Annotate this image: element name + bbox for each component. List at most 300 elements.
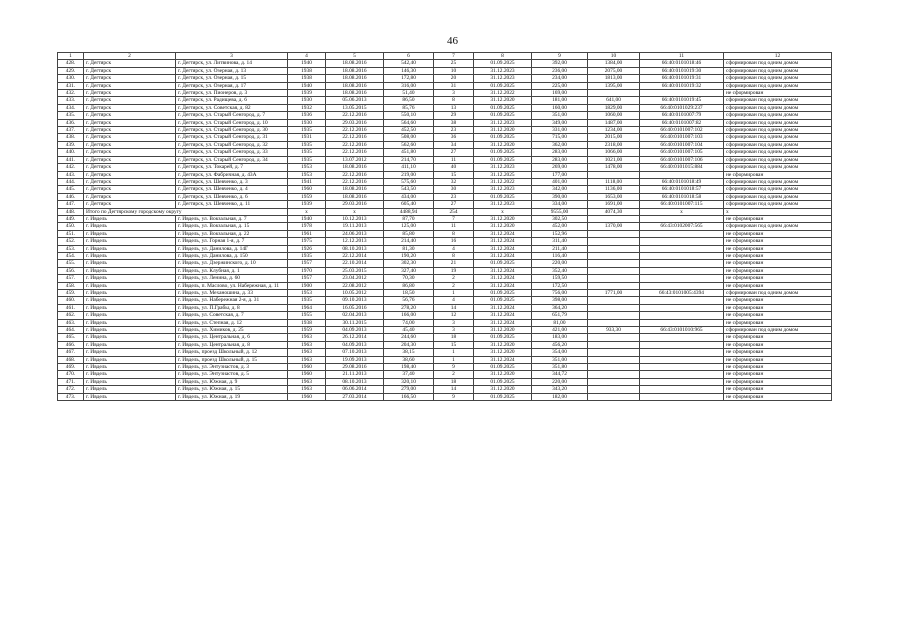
table-cell: 456,20 [532,341,588,348]
table-cell: г. Ивдель, ул. Данилова, д. 14Г [176,245,288,252]
table-cell: 56,76 [384,297,434,304]
table-cell [588,393,640,400]
table-cell: 18.08.2016 [326,164,384,171]
table-cell: 431. [58,82,84,89]
table-cell: г. Дегтярск [84,75,176,82]
table-cell: 441. [58,156,84,163]
table-cell: 451,80 [384,149,434,156]
table-cell: 04.09.2013 [326,327,384,334]
table-cell: 66:40:0101018:57 [640,186,724,193]
table-cell: 66:40:0101007:115 [640,201,724,208]
table-cell: 463. [58,319,84,326]
table-cell: 278,20 [384,304,434,311]
table-cell: 1960 [288,364,326,371]
table-cell [588,312,640,319]
table-cell: 87,70 [384,215,434,222]
table-cell: 66:40:0101019:45 [640,97,724,104]
table-cell: 22.10.2014 [326,260,384,267]
table-cell [640,252,724,259]
table-cell: 146,30 [384,67,434,74]
table-cell: г. Дегтярск, ул. Старый Сенгород, д. 10 [176,119,288,126]
table-cell: сформирован под одним домом [724,119,832,126]
table-cell: 362,00 [532,141,588,148]
table-cell [640,364,724,371]
table-cell: 443. [58,171,84,178]
table-cell: 01.09.2025 [474,149,532,156]
table-cell: 31.12.2020 [474,127,532,134]
table-cell: сформирован под одним домом [724,134,832,141]
table-cell: г. Ивдель, ул. Энтузиастов, д. 5 [176,371,288,378]
table-cell [588,349,640,356]
table-cell [588,230,640,237]
table-cell: сформирован под одним домом [724,104,832,111]
table-cell: не сформирован [724,378,832,385]
table-cell: 211,40 [532,245,588,252]
table-cell: 444. [58,178,84,185]
table-cell: г. Ивдель [84,304,176,311]
table-cell [640,297,724,304]
table-cell: 466. [58,341,84,348]
table-cell: 456. [58,267,84,274]
table-cell: г. Дегтярск, ул. Шевченко, д. 11 [176,201,288,208]
table-cell: г. Дегтярск, ул. Озерная, д. 17 [176,82,288,89]
table-cell [588,238,640,245]
table-cell: 4074,30 [588,208,640,215]
table-cell: 327,40 [384,267,434,274]
table-cell: 1691,00 [588,201,640,208]
table-cell: 13.05.2015 [326,104,384,111]
table-cell: 1940 [288,82,326,89]
table-cell: 66:40:0101018:46 [640,60,724,67]
table-cell: 31.12.2020 [474,349,532,356]
table-cell: х [724,208,832,215]
table-row [58,104,832,111]
table-cell: 01.09.2025 [474,290,532,297]
table-cell: г. Ивдель [84,215,176,222]
table-cell: 1771,00 [588,290,640,297]
table-cell: г. Дегтярск, ул. Литвинова, д. 14 [176,60,288,67]
table-cell: сформирован под одним домом [724,75,832,82]
table-cell: 364,20 [532,304,588,311]
table-cell: 1487,00 [588,119,640,126]
column-number-row [58,53,832,60]
table-cell: 01.09.2025 [474,82,532,89]
table-cell: 1136,00 [588,186,640,193]
table-cell: сформирован под одним домом [724,164,832,171]
table-cell: не сформирован [724,260,832,267]
table-cell [588,171,640,178]
table-cell: г. Ивдель [84,267,176,274]
table-row [58,82,832,89]
table-cell: 06.06.2014 [326,386,384,393]
table-cell: г. Дегтярск, ул. Озерная, д. 15 [176,75,288,82]
table-cell: 12 [434,312,474,319]
table-cell: 2318,00 [588,141,640,148]
table-cell: 172,80 [384,75,434,82]
table-cell: г. Ивдель, ул. Данилова, д. 150 [176,252,288,259]
table-cell: 29.08.2016 [326,364,384,371]
table-cell: 08.10.2013 [326,378,384,385]
table-cell: 86,50 [384,97,434,104]
table-cell: 434. [58,104,84,111]
table-cell: не сформирован [724,364,832,371]
table-row [58,245,832,252]
table-cell: х [326,208,384,215]
table-cell: г. Ивдель [84,341,176,348]
table-cell: сформирован под одним домом [724,82,832,89]
table-cell: г. Ивдель [84,297,176,304]
table-row [58,260,832,267]
table-cell: 19.09.2013 [326,356,384,363]
table-cell: 455. [58,260,84,267]
table-cell: 1941 [288,178,326,185]
table-row [58,297,832,304]
table-cell: 66:40:0101007:104 [640,141,724,148]
table-cell: 392,00 [532,60,588,67]
table-cell: 22.12.2016 [326,171,384,178]
table-cell: 9555,00 [532,208,588,215]
table-cell: 398,00 [532,297,588,304]
table-cell: не сформирован [724,267,832,274]
column-number-cell: 1 [58,53,84,60]
table-cell: 204,30 [384,341,434,348]
table-cell: 01.09.2025 [474,60,532,67]
table-cell: не сформирован [724,282,832,289]
table-cell: 32 [434,178,474,185]
table-cell: 542,40 [384,60,434,67]
table-cell: г. Дегтярск, ул. Радищева, д. 6 [176,97,288,104]
table-cell [640,378,724,385]
table-cell: 10 [434,67,474,74]
table-cell: 311,40 [532,238,588,245]
table-cell [588,386,640,393]
table-cell: г. Ивдель, п. Маслово, ул. Набережная, д. 11 [176,282,288,289]
table-cell: 13.07.2012 [326,156,384,163]
table-cell: 464. [58,327,84,334]
table-cell: не сформирован [724,386,832,393]
table-row [58,312,832,319]
table-cell: 1 [434,349,474,356]
table-row [58,371,832,378]
table-cell: 1961 [288,230,326,237]
table-cell: 1939 [288,201,326,208]
table-cell: 471. [58,378,84,385]
table-row [58,267,832,274]
table-cell: 45,40 [384,327,434,334]
table-cell: 37,40 [384,371,434,378]
table-cell: 437. [58,127,84,134]
table-cell: 562,60 [384,141,434,148]
table-cell: г. Дегтярск, ул. Пионеров, д. 3 [176,90,288,97]
table-cell: 31.12.2023 [474,119,532,126]
table-cell: 27 [434,149,474,156]
table-cell: 166,00 [384,312,434,319]
table-row [58,341,832,348]
table-cell: г. Ивдель [84,378,176,385]
table-row [58,75,832,82]
table-cell: г. Дегтярск, ул. Старый Сенгород, д. 32 [176,141,288,148]
table-cell: 1829,00 [588,104,640,111]
table-cell: 1926 [288,245,326,252]
table-cell: 66:40:0101007:103 [640,134,724,141]
table-cell: 351,80 [532,364,588,371]
table-cell: 1957 [288,275,326,282]
table-cell [588,260,640,267]
table-cell: 343,20 [532,386,588,393]
table-cell: 467. [58,349,84,356]
table-cell: 27.03.2014 [326,393,384,400]
table-cell: не сформирован [724,297,832,304]
table-cell [588,304,640,311]
table-cell: 66:43:0102007:565 [640,223,724,230]
table-cell: сформирован под одним домом [724,201,832,208]
table-cell: 169,00 [532,90,588,97]
table-row [58,334,832,341]
table-cell: г. Дегтярск, ул. Фабричная, д. 43А [176,171,288,178]
table-cell: 435. [58,112,84,119]
table-cell: 81,30 [384,245,434,252]
table-cell: г. Дегтярск, ул. Шевченко, д. 3 [176,178,288,185]
table-row [58,282,832,289]
table-cell: 244,60 [384,334,434,341]
table-cell: 446. [58,193,84,200]
page-number: 46 [447,35,458,47]
table-cell: сформирован под одним домом [724,178,832,185]
table-cell: 11 [434,223,474,230]
table-cell: 26.12.2014 [326,334,384,341]
table-cell: 31.12.2024 [474,356,532,363]
table-cell: 641,00 [588,97,640,104]
table-cell: 1963 [288,356,326,363]
table-cell: 465. [58,334,84,341]
table-cell: сформирован под одним домом [724,186,832,193]
table-cell: 15 [434,341,474,348]
table-cell: 31.12.2024 [474,282,532,289]
table-cell: 08.10.2013 [326,245,384,252]
table-row [58,193,832,200]
table-cell: сформирован под одним домом [724,112,832,119]
table-cell: г. Дегтярск, ул. Старый Сенгород, д. 7 [176,112,288,119]
table-cell: 66:40:0101007:79 [640,112,724,119]
table-row [58,208,832,215]
table-cell: 1060,00 [588,112,640,119]
table-cell: 1935 [288,141,326,148]
table-cell: г. Дегтярск [84,201,176,208]
table-row [58,275,832,282]
table-cell: г. Ивдель, ул. Вокзальная, д. 15 [176,223,288,230]
table-cell: 430. [58,75,84,82]
table-cell: 1395,00 [588,82,640,89]
table-cell: 1953 [288,290,326,297]
table-cell: 31.12.2020 [474,386,532,393]
table-cell: 14 [434,304,474,311]
table-cell: 18.08.2016 [326,60,384,67]
table-cell: 31.12.2020 [474,215,532,222]
table-cell: 442. [58,164,84,171]
table-cell: 10.05.2012 [326,290,384,297]
table-cell: г. Ивдель, ул. Центральная, д. 8 [176,341,288,348]
table-cell: г. Дегтярск [84,186,176,193]
table-cell: 344,72 [532,371,588,378]
table-cell: сформирован под одним домом [724,67,832,74]
table-cell: г. Ивдель [84,290,176,297]
table-cell: 352,40 [532,267,588,274]
table-cell: г. Дегтярск, ул. Озерная, д. 13 [176,67,288,74]
table-cell: 1930 [288,97,326,104]
table-cell: 31.12.2023 [474,75,532,82]
table-cell: 20 [434,75,474,82]
table-cell: 1935 [288,252,326,259]
table-cell: 1384,00 [588,60,640,67]
table-cell: 351,00 [532,356,588,363]
table-row [58,186,832,193]
table-cell: 18.08.2016 [326,186,384,193]
table-cell: 1960 [288,186,326,193]
table-cell: 01.09.2025 [474,364,532,371]
table-cell: 85,76 [384,104,434,111]
table-cell: 40 [434,164,474,171]
table-cell: 1940 [288,60,326,67]
table-cell: 1939 [288,90,326,97]
table-cell: 1953 [288,171,326,178]
column-number-cell: 3 [176,53,288,60]
table-cell: г. Ивдель [84,319,176,326]
table-row [58,378,832,385]
table-cell: 2075,00 [588,67,640,74]
table-cell: 22.08.2012 [326,282,384,289]
table-cell: г. Дегтярск, ул. Старый Сенгород, д. 34 [176,156,288,163]
table-cell: 30 [434,186,474,193]
table-cell: не сформирован [724,371,832,378]
table-cell: не сформирован [724,319,832,326]
table-cell: 1963 [288,341,326,348]
table-cell: 23 [434,193,474,200]
table-cell: 66:43:0101005:4394 [640,290,724,297]
table-cell: 468. [58,356,84,363]
table-cell: 7 [434,215,474,222]
table-row [58,386,832,393]
table-cell [640,238,724,245]
table-cell [588,334,640,341]
table-cell: г. Ивдель, ул. Южная, д. 19 [176,393,288,400]
table-row [58,393,832,400]
table-cell: 31.12.2024 [474,312,532,319]
table-cell: 438. [58,134,84,141]
table-row [58,119,832,126]
table-cell: г. Ивдель, ул. Вокзальная, д. 22 [176,230,288,237]
table-cell: 440. [58,149,84,156]
table-cell: 452,50 [384,127,434,134]
table-cell: 30.11.2015 [326,319,384,326]
table-row [58,141,832,148]
table-cell [640,260,724,267]
table-cell: 22.12.2016 [326,141,384,148]
table-cell: г. Ивдель, ул. Механошина, д. 33 [176,290,288,297]
table-cell: 18 [434,378,474,385]
table-row [58,364,832,371]
table-cell: г. Дегтярск [84,134,176,141]
table-row [58,223,832,230]
table-cell: 236,00 [532,67,588,74]
table-cell: г. Ивдель, ул. Дзержинского, д. 10 [176,260,288,267]
table-cell: г. Ивдель, ул. Центральная, д. 6 [176,334,288,341]
table-cell: 66:40:0101007:106 [640,156,724,163]
table-cell: 401,00 [532,178,588,185]
table-cell: 01.09.2025 [474,134,532,141]
table-row [58,349,832,356]
table-cell: 66:40:0101015:884 [640,164,724,171]
table-cell: г. Ивдель [84,282,176,289]
table-cell: 411,10 [384,164,434,171]
table-cell: 1960 [288,371,326,378]
table-cell: 31.12.2025 [474,171,532,178]
table-cell: 4 [434,297,474,304]
table-cell: г. Дегтярск, ул. Шевченко, д. 4 [176,186,288,193]
table-cell: 354,00 [532,349,588,356]
table-cell: сформирован под одним домом [724,141,832,148]
table-cell: 159,50 [532,275,588,282]
table-row [58,238,832,245]
table-cell [588,215,640,222]
table-cell: 2 [434,371,474,378]
table-cell: 452. [58,238,84,245]
table-cell: 10.12.2013 [326,215,384,222]
table-cell: г. Ивдель [84,393,176,400]
table-cell: х [474,208,532,215]
table-cell: 1975 [288,238,326,245]
table-cell: 31.12.2024 [474,267,532,274]
table-cell: 183,00 [532,334,588,341]
table-cell: 66:40:0101019:30 [640,67,724,74]
table-cell: 66:40:0101007:105 [640,149,724,156]
table-cell: 05.06.2013 [326,97,384,104]
column-number-cell: 7 [434,53,474,60]
table-cell: сформирован под одним домом [724,327,832,334]
table-cell: 3 [434,319,474,326]
table-cell [640,267,724,274]
table-row [58,356,832,363]
table-cell: 31.12.2024 [474,238,532,245]
table-cell: 02.04.2013 [326,312,384,319]
table-cell: 1940 [288,215,326,222]
table-cell: 36 [434,134,474,141]
table-cell: 1935 [288,127,326,134]
table-cell: 1 [434,290,474,297]
table-cell [640,282,724,289]
table-cell: 1963 [288,334,326,341]
table-cell: 31 [434,82,474,89]
table-cell: 3 [434,327,474,334]
table-cell: 933,30 [588,327,640,334]
table-cell: 1653,00 [588,193,640,200]
table-cell: 31.12.2020 [474,371,532,378]
table-cell: г. Ивдель, проезд Школьный, д. 12 [176,349,288,356]
table-cell: 1963 [288,349,326,356]
table-cell: 756,00 [532,290,588,297]
table-cell: 605,40 [384,201,434,208]
table-row [58,164,832,171]
table-row [58,215,832,222]
table-cell: не сформирован [724,215,832,222]
table-cell: 31.12.2024 [474,304,532,311]
table-cell: 1959 [288,193,326,200]
table-cell: 16.05.2016 [326,304,384,311]
table-cell: 34 [434,141,474,148]
table-cell: г. Ивдель [84,349,176,356]
table-cell [588,297,640,304]
table-cell: 74,00 [384,319,434,326]
table-cell: 66:40:0101007:82 [640,119,724,126]
